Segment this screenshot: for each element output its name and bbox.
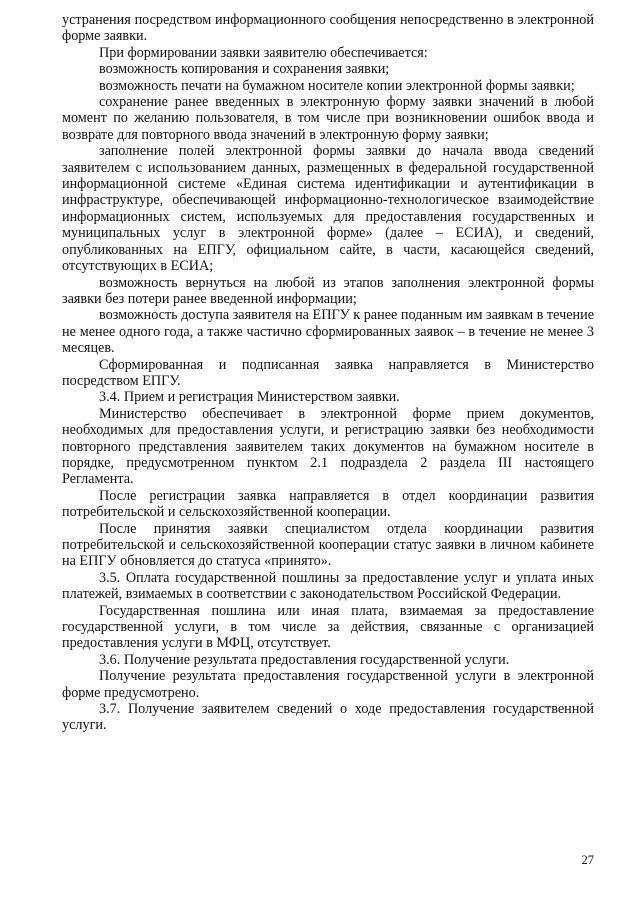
section-heading-3-5: 3.5. Оплата государственной пошлины за предоставление услуг и уплата иных платежей, взимаемых в соответствии с законодательством Российской Федерации. [62, 569, 594, 603]
paragraph-4: возможность печати на бумажном носителе копии электронной формы заявки; [99, 77, 575, 94]
paragraph-3: возможность копирования и сохранения заявки; [99, 61, 390, 78]
section-heading-3-7: 3.7. Получение заявителем сведений о ходе предоставления государственной услуги. [62, 701, 594, 734]
paragraph-6: заполнение полей электронной формы заявки до начала ввода сведений заявителем с использованием данных, размещенных в федеральной государственной информационной системе «Единая система идентификации и аутентификации в инфраструктуре, обеспечивающей информационно-технологическое взаимодействие информационных систем, используемых для предоставления государственных и муниципальных услуг в электронной форме» (далее – ЕСИА), и сведений, опубликованных на ЕПГУ, официальном сайте, в части, касающейся сведений, отсутствующих в ЕСИА; [62, 143, 594, 275]
section-heading-3-6: 3.6. Получение результата предоставления государственной услуги. [99, 651, 510, 668]
section-heading-3-4: 3.4. Прием и регистрация Министерством заявки. [99, 389, 400, 406]
paragraph-9: Сформированная и подписанная заявка направляется в Министерство посредством ЕПГУ. [62, 356, 594, 389]
paragraph-15: Государственная пошлина или иная плата, взимаемая за предоставление государственной услуги, в том числе за действия, связанные с организацией предоставления услуги в МФЦ, отсутствует. [62, 602, 594, 652]
paragraph-2: При формировании заявки заявителю обеспечивается: [99, 44, 428, 61]
paragraph-11: Министерство обеспечивает в электронной форме прием документов, необходимых для предоставления услуги, и регистрацию заявки без необходимости повторного представления заявителем таких документов на бумажном носителе в порядке, предусмотренном пунктом 2.1 подраздела 2 раздела III настоящего Регламента. [62, 405, 594, 488]
paragraph-8: возможность доступа заявителя на ЕПГУ к ранее поданным им заявкам в течение не менее одного года, а также частично сформированных заявок – в течение не менее 3 месяцев. [62, 307, 594, 357]
paragraph-17: Получение результата предоставления государственной услуги в электронной форме предусмотрено. [62, 668, 594, 701]
paragraph-7: возможность вернуться на любой из этапов заполнения электронной формы заявки без потери ранее введенной информации; [62, 274, 594, 307]
paragraph-5: сохранение ранее введенных в электронную форму заявки значений в любой момент по желанию пользователя, в том числе при возникновении ошибок ввода и возврате для повторного ввода значений в электронную форму заявки; [62, 94, 594, 143]
paragraph-1: устранения посредством информационного сообщения непосредственно в электронной форме заявки. [62, 12, 594, 45]
paragraph-12: После регистрации заявка направляется в отдел координации развития потребительской и сельскохозяйственной кооперации. [62, 487, 594, 521]
paragraph-13: После принятия заявки специалистом отдела координации развития потребительской и сельскохозяйственной кооперации статус заявки в личном кабинете на ЕПГУ обновляется до статуса «принято». [62, 520, 594, 570]
page-number: 27 [581, 853, 594, 867]
